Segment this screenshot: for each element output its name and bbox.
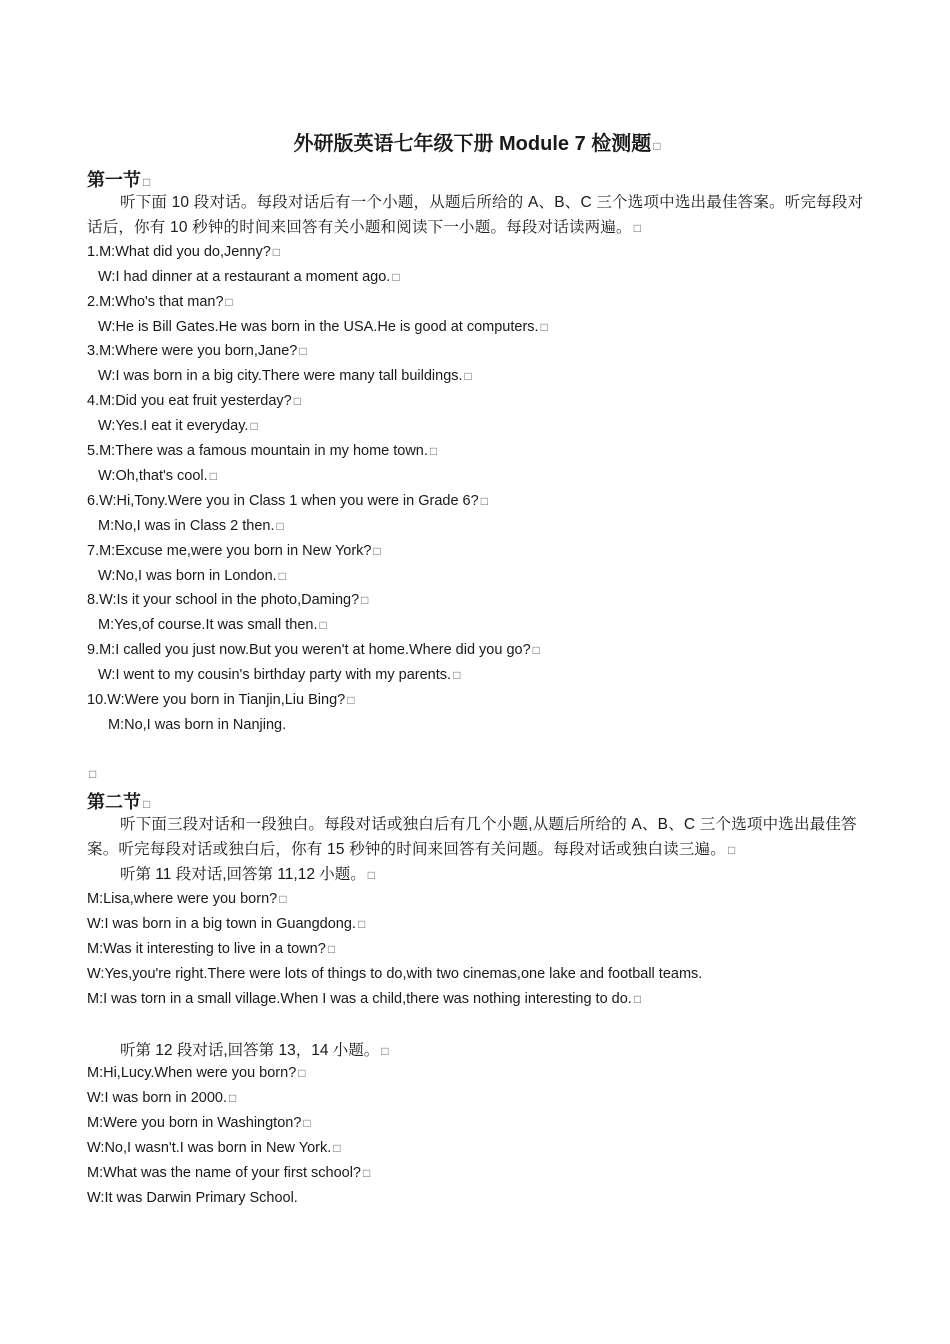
dialog-line-text: M:What was the name of your first school? (87, 1165, 361, 1181)
dialog-line (87, 294, 233, 310)
dialog-line-text: W:Oh,that's cool. (98, 468, 208, 484)
dialog-line-text: 9.M:I called you just now.But you weren't at home.Where did you go? (87, 642, 531, 658)
placeholder-mark: □ (373, 544, 381, 558)
dialog-line (87, 393, 301, 409)
dialog-line (87, 592, 368, 608)
dialog-line (98, 319, 548, 335)
dialog-line (98, 667, 460, 683)
placeholder-mark: □ (327, 942, 336, 956)
section2-heading (87, 788, 150, 814)
placeholder-mark: □ (361, 593, 369, 607)
dialog-line-text: M:Lisa,where were you born? (87, 891, 278, 907)
section1-instructions (87, 190, 867, 241)
dialog-line-text: W:I had dinner at a restaurant a moment ago. (98, 269, 391, 285)
dialog-line (98, 617, 327, 633)
placeholder-mark: □ (303, 1116, 311, 1130)
section1-heading-text: 第一节 (87, 170, 141, 190)
placeholder-mark: □ (727, 843, 736, 857)
dialog-line (87, 543, 381, 559)
dialog-line-text: M:I was torn in a small village.When I was a child,there was nothing interesting to do. (87, 991, 632, 1007)
placeholder-mark: □ (653, 139, 661, 153)
dialog-line-text: M:Hi,Lucy.When were you born? (87, 1065, 297, 1081)
placeholder-mark: □ (429, 444, 438, 458)
dialog-line (108, 717, 286, 733)
dialog-line-text: 2.M:Who's that man? (87, 294, 224, 310)
dialog-line-text: M:Were you born in Washington? (87, 1115, 302, 1131)
dialog-line-text: W:I was born in a big city.There were many tall buildings. (98, 368, 463, 384)
dialog-line-text: W:No,I was born in London. (98, 568, 277, 584)
dialog-line (98, 269, 400, 285)
dialog-line-text: 3.M:Where were you born,Jane? (87, 343, 298, 359)
dialog-line (98, 418, 258, 434)
placeholder-mark: □ (633, 221, 642, 235)
section2-instructions-text: 听下面三段对话和一段独白。每段对话或独白后有几个小题,从题后所给的 A、B、C 三个选项中选出最佳答案。听完每段对话或独白后，你有 15 秒钟的时间来回答有关问题。每段对话或独白读三遍。 (87, 816, 857, 858)
dialog-line-text: 5.M:There was a famous mountain in my home town. (87, 443, 428, 459)
dialog-line-text: M:Yes,of course.It was small then. (98, 617, 318, 633)
dialog-line (98, 368, 472, 384)
dialog-line-text: W:No,I wasn't.I was born in New York. (87, 1140, 332, 1156)
dialog-line (87, 1190, 298, 1206)
placeholder-mark: □ (278, 569, 286, 583)
dialog-line-text: 1.M:What did you do,Jenny? (87, 244, 271, 260)
section2-heading-text: 第二节 (87, 792, 141, 812)
placeholder-mark: □ (464, 369, 472, 383)
dialog-line-text: W:I was born in a big town in Guangdong. (87, 916, 356, 932)
placeholder-mark: □ (532, 643, 540, 657)
dialog-line (87, 1165, 370, 1181)
placeholder-mark: □ (272, 245, 281, 259)
dialog-line-text: 8.W:Is it your school in the photo,Daming? (87, 592, 360, 608)
dialog11-intro (120, 862, 375, 884)
placeholder-mark: □ (319, 618, 327, 632)
placeholder-mark: □ (357, 917, 366, 931)
dialog-line (98, 568, 286, 584)
dialog-line-text: W:Yes.I eat it everyday. (98, 418, 249, 434)
dialog-line-text: 6.W:Hi,Tony.Were you in Class 1 when you were in Grade 6? (87, 493, 479, 509)
dialog-line-text: M:No,I was in Class 2 then. (98, 518, 275, 534)
dialog-line (87, 966, 702, 982)
dialog-line-text: W:It was Darwin Primary School. (87, 1190, 298, 1206)
dialog12-intro (120, 1038, 389, 1060)
dialog-line (87, 493, 488, 509)
dialog12-intro-text: 听第 12 段对话,回答第 13，14 小题。 (120, 1042, 380, 1059)
placeholder-mark: □ (276, 519, 284, 533)
dialog-line (87, 916, 365, 932)
section1-heading (87, 166, 150, 192)
placeholder-mark: □ (333, 1141, 341, 1155)
title-text: 外研版英语七年级下册 Module 7 检测题 (293, 133, 652, 155)
placeholder-mark: □ (279, 892, 287, 906)
dialog-line (87, 692, 354, 708)
dialog-line-text: M:No,I was born in Nanjing. (108, 717, 287, 733)
placeholder-mark: □ (633, 992, 642, 1006)
dialog-line-text: 10.W:Were you born in Tianjin,Liu Bing? (87, 692, 346, 708)
dialog-line-text: W:He is Bill Gates.He was born in the USA.He is good at computers. (98, 319, 539, 335)
placeholder-mark: □ (298, 1066, 306, 1080)
placeholder-mark: □ (540, 320, 548, 334)
placeholder-mark: □ (363, 1166, 371, 1180)
dialog-line (87, 642, 540, 658)
dialog-line-text: 4.M:Did you eat fruit yesterday? (87, 393, 292, 409)
placeholder-mark: □ (299, 344, 307, 358)
section1-instructions-text: 听下面 10 段对话。每段对话后有一个小题，从题后所给的 A、B、C 三个选项中选出最佳答案。听完每段对话后，你有 10 秒钟的时间来回答有关小题和阅读下一小题。每段对话读两遍。 (87, 194, 864, 236)
document-title (87, 127, 867, 156)
placeholder-mark: □ (143, 175, 151, 189)
dialog-line (87, 343, 307, 359)
placeholder-mark: □ (392, 270, 400, 284)
placeholder-mark: □ (347, 693, 355, 707)
placeholder-mark: □ (367, 868, 376, 882)
dialog-line (87, 244, 280, 260)
dialog-line (87, 1115, 311, 1131)
dialog-line (87, 941, 335, 957)
blank-line (87, 766, 96, 782)
dialog-line-text: W:I went to my cousin's birthday party with my parents. (98, 667, 452, 683)
dialog-line (87, 991, 641, 1007)
dialog-line-text: 7.M:Excuse me,were you born in New York? (87, 543, 372, 559)
placeholder-mark: □ (209, 469, 217, 483)
dialog-line (98, 518, 284, 534)
dialog-line (87, 443, 437, 459)
dialog-line (87, 1090, 236, 1106)
dialog-line (87, 1140, 341, 1156)
placeholder-mark: □ (143, 797, 151, 811)
placeholder-mark: □ (381, 1044, 389, 1058)
dialog-line (87, 891, 286, 907)
placeholder-mark: □ (480, 494, 488, 508)
dialog11-intro-text: 听第 11 段对话,回答第 11,12 小题。 (120, 866, 366, 883)
dialog-line-text: M:Was it interesting to live in a town? (87, 941, 326, 957)
section2-instructions (87, 812, 867, 863)
dialog-line-text: W:Yes,you're right.There were lots of things to do,with two cinemas,one lake and football teams. (87, 966, 703, 982)
placeholder-mark: □ (228, 1091, 237, 1105)
placeholder-mark: □ (293, 394, 301, 408)
dialog-line (98, 468, 217, 484)
placeholder-mark: □ (89, 767, 97, 781)
dialog-line-text: W:I was born in 2000. (87, 1090, 227, 1106)
placeholder-mark: □ (225, 295, 233, 309)
placeholder-mark: □ (250, 419, 258, 433)
placeholder-mark: □ (453, 668, 461, 682)
dialog-line (87, 1065, 306, 1081)
